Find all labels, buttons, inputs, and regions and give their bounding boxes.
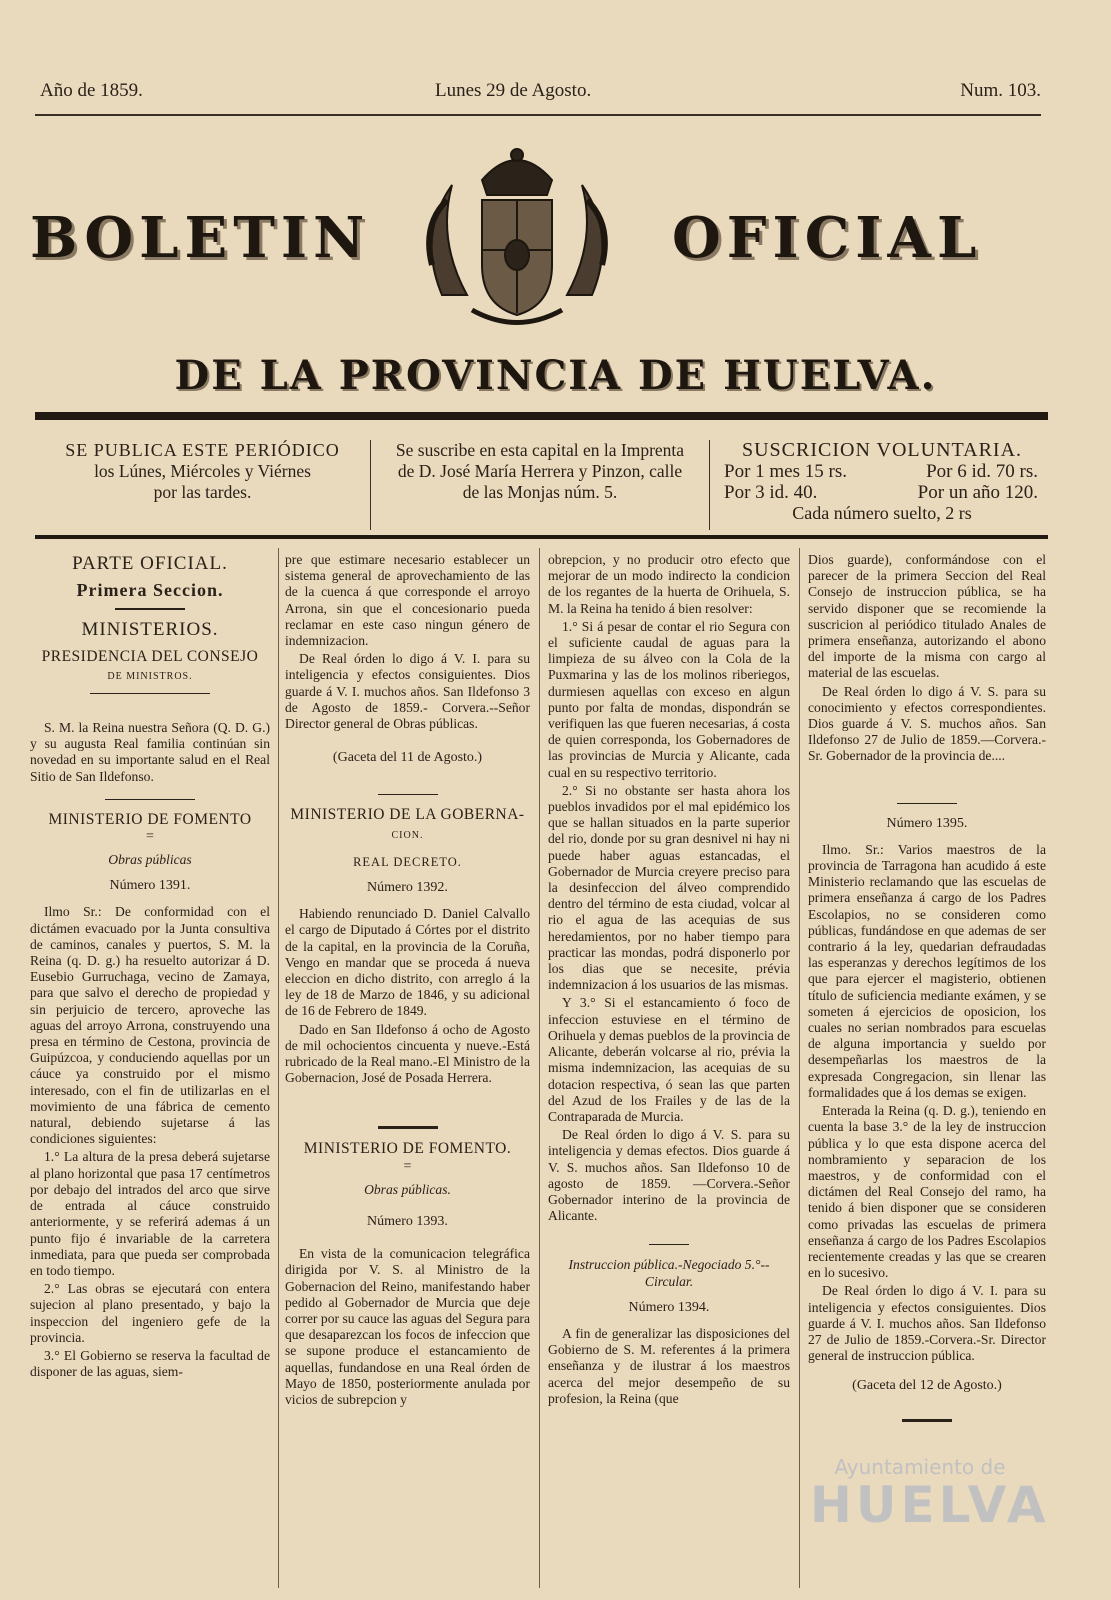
paragraph: 2.° Las obras se ejecutará con entera sujecion al plano presentado, y bajo la inspeccion del ingeniero gefe de la provincia. bbox=[30, 1281, 270, 1345]
ornament bbox=[902, 1419, 952, 1422]
price-item: Por 3 id. 40. bbox=[724, 482, 818, 503]
ministry-subheading: DE MINISTROS. bbox=[107, 670, 193, 682]
source-citation: (Gaceta del 12 de Agosto.) bbox=[852, 1378, 1002, 1394]
subscription-place-line: Se suscribe en esta capital en la Imprenta bbox=[395, 440, 685, 460]
ministry-heading: CION. bbox=[391, 829, 424, 841]
paragraph: pre que estimare necesario establecer un sistema general de aprovechamiento de las de la cuenca á que corresponde el arroyo Arrona, sin que el concesionario pueda reclamar en este caso ningun género de indemnizacion. bbox=[285, 552, 530, 649]
decree-number: Número 1393. bbox=[367, 1213, 448, 1229]
decree-number: Número 1394. bbox=[628, 1299, 710, 1315]
subscription-place-line: de D. José María Herrera y Pinzon, calle bbox=[397, 461, 683, 481]
subscription-place bbox=[370, 440, 710, 530]
price-item: Cada número suelto, 2 rs bbox=[792, 503, 972, 523]
masthead-title-left: BOLETIN bbox=[30, 205, 371, 271]
subscription-place-line: de las Monjas núm. 5. bbox=[462, 482, 618, 502]
article-column-2 bbox=[285, 552, 530, 1592]
ministry-heading: MINISTERIOS. bbox=[81, 619, 219, 641]
masthead-title-right: OFICIAL bbox=[672, 205, 983, 271]
ministry-heading: MINISTERIO DE FOMENTO bbox=[48, 810, 252, 828]
watermark-line: HUELVA bbox=[810, 1476, 1050, 1534]
paragraph: Y 3.° Si el estancamiento ó foco de infeccion estuviese en el término de Orihuela y demas pueblos de la provincia de Alicante, deberán volcarse al rio, prévia la misma indemnizacion, las acequias de su dotacion respectiva, ó sean las que parten del Azud de los Frailes y de las de la Contraparada de Murcia. bbox=[548, 995, 790, 1124]
paragraph: 1.° La altura de la presa deberá sujetarse al plano horizontal que pasa 17 centímetros por debajo del intrados del arco que sirve de entrada al cáuce construido anteriormente, y se referirá ademas á un punto fijo é invariable de la carretera inmediata, para que pueda ser comprobada en todo tiempo. bbox=[30, 1149, 270, 1278]
ornament bbox=[378, 1126, 438, 1129]
paragraph: De Real órden lo digo á V. S. para su conocimiento y efectos correspondientes. Dios guarde á V. S. muchos años. San Ildefonso 27 de Julio de 1859.—Corvera.-Sr. Gobernador de la provincia de.... bbox=[808, 683, 1046, 764]
watermark-line: Ayuntamiento de bbox=[834, 1455, 1006, 1479]
section-subheading: Obras públicas. bbox=[364, 1181, 451, 1197]
ministry-heading: MINISTERIO DE LA GOBERNA- bbox=[290, 806, 525, 824]
divider bbox=[35, 535, 1048, 539]
date-label: Lunes 29 de Agosto. bbox=[435, 80, 592, 101]
ornament bbox=[649, 1244, 689, 1245]
ornament bbox=[378, 794, 438, 795]
ornament bbox=[90, 693, 210, 694]
paragraph: De Real órden lo digo á V. S. para su inteligencia y demas efectos. Dios guarde á V. S. muchos años. San Ildefonso 10 de agosto de 1859. —Corvera.-Señor Gobernador interino de la provincia de Alicante. bbox=[548, 1127, 790, 1224]
price-item: Por un año 120. bbox=[917, 482, 1038, 503]
ornament bbox=[105, 799, 195, 800]
paragraph: 2.° Si no obstante ser hasta ahora los pueblos invadidos por el mal epidémico los que se hallan situados en la parte superior del rio, donde por su gran desnivel ni hay ni puede haber aguas estancadas, el Gobernador de Murcia creyere preciso para la desinfeccion del álveo comprendido dentro del término de esta ciudad, volcar al rio el agua de las acequias de sus heredamientos, por no haber tiempo para practicar las mondas, podrá disponerlo por los dias que se necesite, prévia indemnizacion á los usuarios de las mismas. bbox=[548, 782, 790, 993]
archive-watermark bbox=[810, 1455, 1050, 1534]
paragraph: obrepcion, y no producir otro efecto que mejorar de un modo indirecto la condicion de los regantes de la huerta de Orihuela, S. M. la Reina ha tenido á bien resolver: bbox=[548, 552, 790, 616]
paragraph: 1.° Si á pesar de contar el rio Segura con el suficiente caudal de aguas para la limpieza de su álveo con la Cola de la Puxmarina y las de los molinos riberiegos, durmiesen aquellas con exceso en algun punto por falta de mondas, dispondrán se verifiquen las que fueren necesarias, á costa de quien corresponda, los Gobernadores de las provincias de Murcia y Alicante, cada cual en su respectivo territorio. bbox=[548, 618, 790, 780]
article-column-4 bbox=[808, 552, 1050, 1592]
decree-number: Número 1391. bbox=[109, 878, 191, 894]
publication-info-line: SE PUBLICA ESTE PERIÓDICO bbox=[65, 440, 340, 460]
source-citation: (Gaceta del 11 de Agosto.) bbox=[332, 750, 483, 766]
column-rule bbox=[278, 548, 279, 1588]
divider bbox=[35, 114, 1041, 116]
paragraph: Dios guarde), conformándose con el parecer de la primera Seccion del Real Consejo de instruccion pública, se ha servido disponer que se recomiende la suscricion al periódico titulado Anales de primera enseñanza, autorizando el abono del importe de la misma con cargo al material de las escuelas. bbox=[808, 552, 1046, 681]
publication-info bbox=[40, 440, 365, 530]
decree-number: Número 1395. bbox=[886, 815, 968, 831]
subscription-heading: SUSCRICION VOLUNTARIA. bbox=[741, 439, 1023, 461]
price-item: Por 1 mes 15 rs. bbox=[724, 461, 847, 482]
section-subheading: Obras públicas bbox=[108, 852, 192, 868]
paragraph: S. M. la Reina nuestra Señora (Q. D. G.) y su augusta Real familia continúan sin novedad en su importante salud en el Real Sitio de San Ildefonso. bbox=[30, 720, 270, 784]
paragraph: De Real órden lo digo á V. I. para su inteligencia y efectos consiguientes. Dios guarde á V. I. muchos años. San Ildefonso 27 de Julio de 1859.-Corvera.-Sr. Director general de instruccion pública. bbox=[808, 1283, 1046, 1364]
publication-info-line: los Lúnes, Miércoles y Viérnes bbox=[94, 461, 311, 481]
paragraph: Enterada la Reina (q. D. g.), teniendo en cuenta la base 3.° de la ley de instruccion pública y lo que esta dispone acerca del nombramiento y separacion de los maestros, y de conformidad con el dictámen del Real Consejo del ramo, ha tenido á bien disponer que se consideren como privadas las escuelas de primera enseñanza á cargo de los Padres Escolapios recientemente creadas y las que se crearen en lo sucesivo. bbox=[808, 1103, 1046, 1281]
ornament bbox=[115, 608, 185, 610]
ornament: = bbox=[146, 829, 154, 845]
decree-number: Número 1392. bbox=[367, 880, 448, 896]
section-subheading: REAL DECRETO. bbox=[353, 854, 462, 869]
year-label: Año de 1859. bbox=[40, 80, 143, 101]
paragraph: Dado en San Ildefonso á ocho de Agosto de mil ochocientos cincuenta y nueve.-Está rubricado de la Real mano.-El Ministro de la Gobernacion, José de Posada Herrera. bbox=[285, 1021, 530, 1086]
masthead-subtitle: DE LA PROVINCIA DE HUELVA. bbox=[174, 352, 937, 399]
paragraph: Ilmo Sr.: De conformidad con el dictámen evacuado por la Junta consultiva de caminos, canales y puertos, S. M. la Reina (q. D. g.) ha resuelto autorizar á D. Eusebio Gurruchaga, vecino de Zamaya, para que salvo el derecho de propiedad y sin perjuicio de tercero, aproveche las aguas del arroyo Arrona, construyendo una presa en término de Cestona, provincia de Guipúzcoa, y conduciendo aquellas por un cáuce ya construido por el mismo interesado, con el fin de utilizarlas en el movimiento de una fábrica de cemento natural, debiendo sujetarse á las condiciones siguientes: bbox=[30, 904, 270, 1147]
royal-crest-icon bbox=[412, 145, 622, 335]
section-heading: PARTE OFICIAL. bbox=[72, 553, 228, 574]
paragraph: En vista de la comunicacion telegráfica dirigida por V. S. al Ministro de la Gobernacion del Reino, manifestando haber pedido al Gobernador de Murcia que deje correr por su cauce las aguas del Segura para que desaparezcan los focos de infeccion que se supone produce el estancamiento de aquellas, fundandose en una Real órden de Mayo de 1850, posteriormente anulada por vicios de subrepcion y bbox=[285, 1246, 530, 1407]
paragraph: A fin de generalizar las disposiciones del Gobierno de S. M. referentes á la primera enseñanza y de ilustrar á los maestros acerca del mejor desempeño de su profesion, la Reina (que bbox=[548, 1325, 790, 1406]
divider bbox=[35, 412, 1048, 420]
article-column-1 bbox=[30, 552, 270, 1592]
paragraph: 3.° El Gobierno se reserva la facultad de disponer de las aguas, siem- bbox=[30, 1347, 270, 1380]
ornament: = bbox=[403, 1158, 412, 1174]
section-subheading: Instruccion pública.-Negociado 5.°-- Circular. bbox=[568, 1257, 770, 1289]
paragraph: De Real órden lo digo á V. I. para su inteligencia y efectos consiguientes. Dios guarde á V. I. muchos años. San Ildefonso 3 de Agosto de 1859.- Corvera.--Señor Director general de Obras públicas. bbox=[285, 651, 530, 732]
issue-number: Num. 103. bbox=[960, 80, 1041, 101]
subscription-prices bbox=[712, 440, 1052, 530]
ornament bbox=[897, 803, 957, 804]
column-rule bbox=[799, 548, 800, 1588]
paragraph: Habiendo renunciado D. Daniel Calvallo el cargo de Diputado á Córtes por el distrito de la capital, en la provincia de la Coruña, Vengo en mandar que se proceda á nueva eleccion en dicho distrito, con arreglo á la ley de 18 de Marzo de 1846, y su adicional de 16 de Febrero de 1849. bbox=[285, 906, 530, 1019]
publication-info-line: por las tardes. bbox=[153, 482, 252, 502]
article-column-3 bbox=[548, 552, 790, 1592]
section-subheading: Primera Seccion. bbox=[76, 580, 224, 601]
dateline bbox=[40, 80, 1041, 114]
ministry-heading: PRESIDENCIA DEL CONSEJO bbox=[41, 647, 259, 665]
ministry-heading: MINISTERIO DE FOMENTO. bbox=[303, 1140, 512, 1158]
paragraph: Ilmo. Sr.: Varios maestros de la provincia de Tarragona han acudido á este Ministerio reclamando que las escuelas de primera enseñanza á cargo de los Padres Escolapios, no se consideren como públicas, fundándose en que ademas de ser contrario á la ley, quedarian defraudadas las esperanzas y derechos legítimos de los que para ejercer el magisterio, obtienen título de suficiencia mediante exámen, y se someten á ejercicios de oposicion, los cuales no serian nombrados para escuelas de alguna importancia y sueldo por desempeñarlas los maestros de la expresada Congregacion, sin llenar las formalidades que á los demas se exigen. bbox=[808, 841, 1046, 1100]
column-rule bbox=[539, 548, 540, 1588]
price-item: Por 6 id. 70 rs. bbox=[926, 461, 1038, 482]
